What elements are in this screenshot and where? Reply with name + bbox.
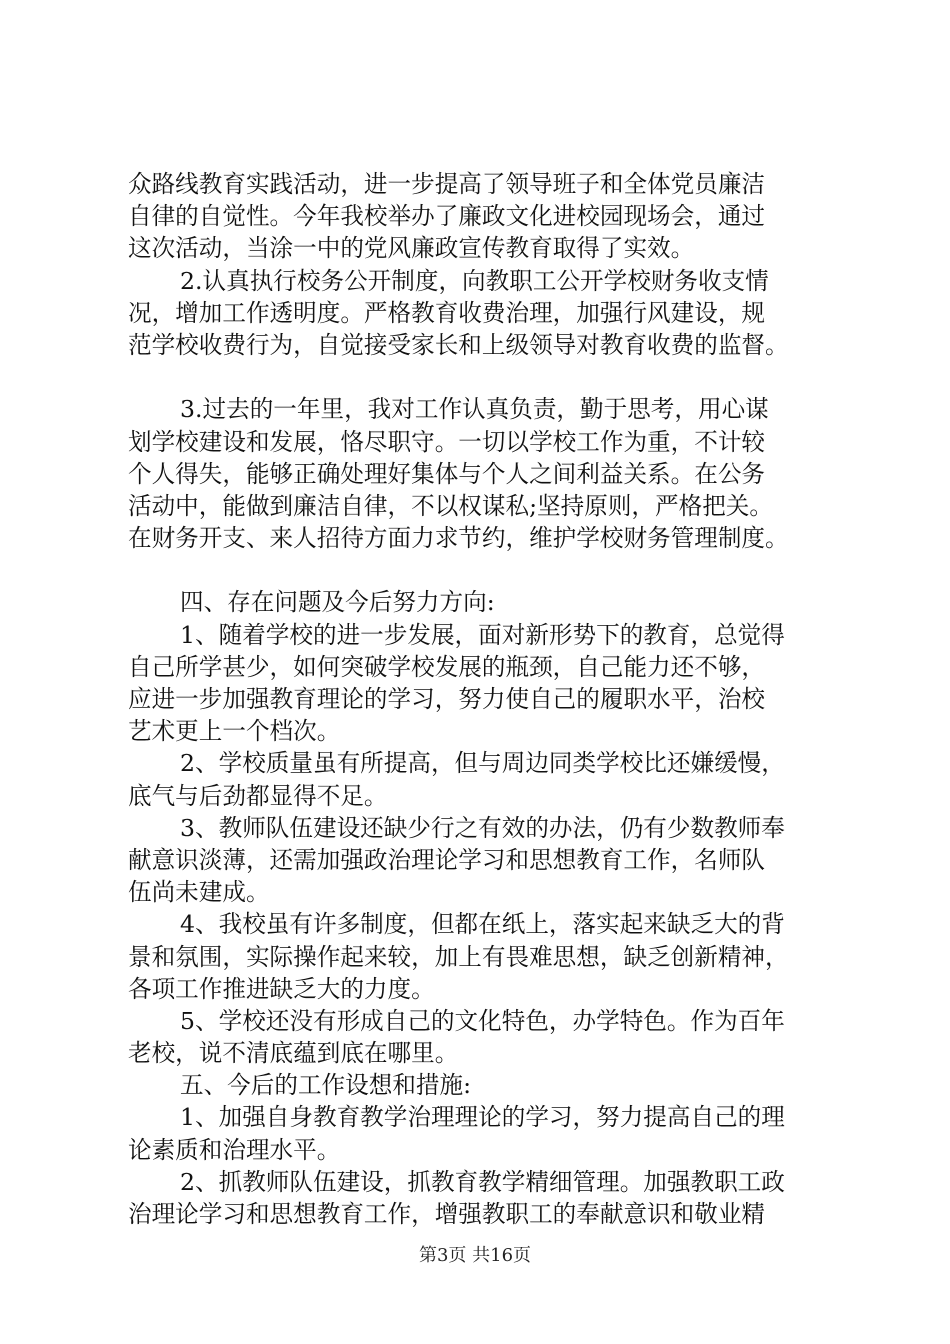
paragraph-start: 1、加强自身教育教学治理理论的学习，努力提高自己的理 [180, 1103, 785, 1132]
section-heading: 五、今后的工作设想和措施: [180, 1071, 472, 1100]
text-line: 治理论学习和思想教育工作，增强教职工的奉献意识和敬业精 [128, 1200, 766, 1228]
text-line: 众路线教育实践活动，进一步提高了领导班子和全体党员廉洁 [128, 170, 766, 198]
text-line: 艺术更上一个档次。 [128, 717, 341, 746]
paragraph-start: 5、学校还没有形成自己的文化特色，办学特色。作为百年 [180, 1006, 785, 1035]
text-line: 况，增加工作透明度。严格教育收费治理，加强行风建设，规 [128, 298, 766, 327]
paragraph-start: 3、教师队伍建设还缺少行之有效的办法，仍有少数教师奉 [180, 813, 785, 842]
text-line: 自律的自觉性。今年我校举办了廉政文化进校园现场会，通过 [128, 202, 766, 231]
text-line: 各项工作推进缺乏大的力度。 [128, 974, 435, 1003]
paragraph-start: 1、随着学校的进一步发展，面对新形势下的教育，总觉得 [180, 620, 785, 649]
text-line: 献意识淡薄，还需加强政治理论学习和思想教育工作，名师队 [128, 845, 766, 874]
text-line: 底气与后劲都显得不足。 [128, 781, 388, 810]
text-line: 景和氛围，实际操作起来较，加上有畏难思想，缺乏创新精神， [128, 942, 789, 971]
paragraph-start: 2、学校质量虽有所提高，但与周边同类学校比还嫌缓慢， [180, 749, 785, 778]
text-line: 在财务开支、来人招待方面力求节约，维护学校财务管理制度。 [128, 524, 789, 553]
text-line: 这次活动，当涂一中的党风廉政宣传教育取得了实效。 [128, 234, 695, 263]
paragraph-start: 4、我校虽有许多制度，但都在纸上，落实起来缺乏大的背 [180, 910, 785, 939]
paragraph-gap [128, 361, 836, 393]
body-text [128, 168, 836, 1230]
paragraph-start: 2.认真执行校务公开制度，向教职工公开学校财务收支情 [180, 266, 769, 295]
text-line: 论素质和治理水平。 [128, 1135, 341, 1164]
paragraph-gap [128, 554, 836, 586]
section-heading: 四、存在问题及今后努力方向: [180, 588, 495, 617]
text-line: 老校，说不清底蕴到底在哪里。 [128, 1039, 459, 1068]
text-line: 划学校建设和发展，恪尽职守。一切以学校工作为重，不计较 [128, 427, 766, 456]
text-line: 个人得失，能够正确处理好集体与个人之间利益关系。在公务 [128, 459, 766, 488]
text-line: 自己所学甚少，如何突破学校发展的瓶颈，自己能力还不够， [128, 652, 766, 681]
text-line: 应进一步加强教育理论的学习，努力使自己的履职水平，治校 [128, 685, 766, 713]
text-line: 伍尚未建成。 [128, 878, 270, 907]
text-line: 范学校收费行为，自觉接受家长和上级领导对教育收费的监督。 [128, 330, 789, 359]
paragraph-start: 2、抓教师队伍建设，抓教育教学精细管理。加强教职工政 [180, 1167, 785, 1196]
paragraph-start: 3.过去的一年里，我对工作认真负责，勤于思考，用心谋 [180, 395, 769, 424]
page-footer: 第3页 共16页 [418, 1245, 532, 1266]
text-line: 活动中，能做到廉洁自律，不以权谋私;坚持原则，严格把关。 [128, 491, 773, 520]
